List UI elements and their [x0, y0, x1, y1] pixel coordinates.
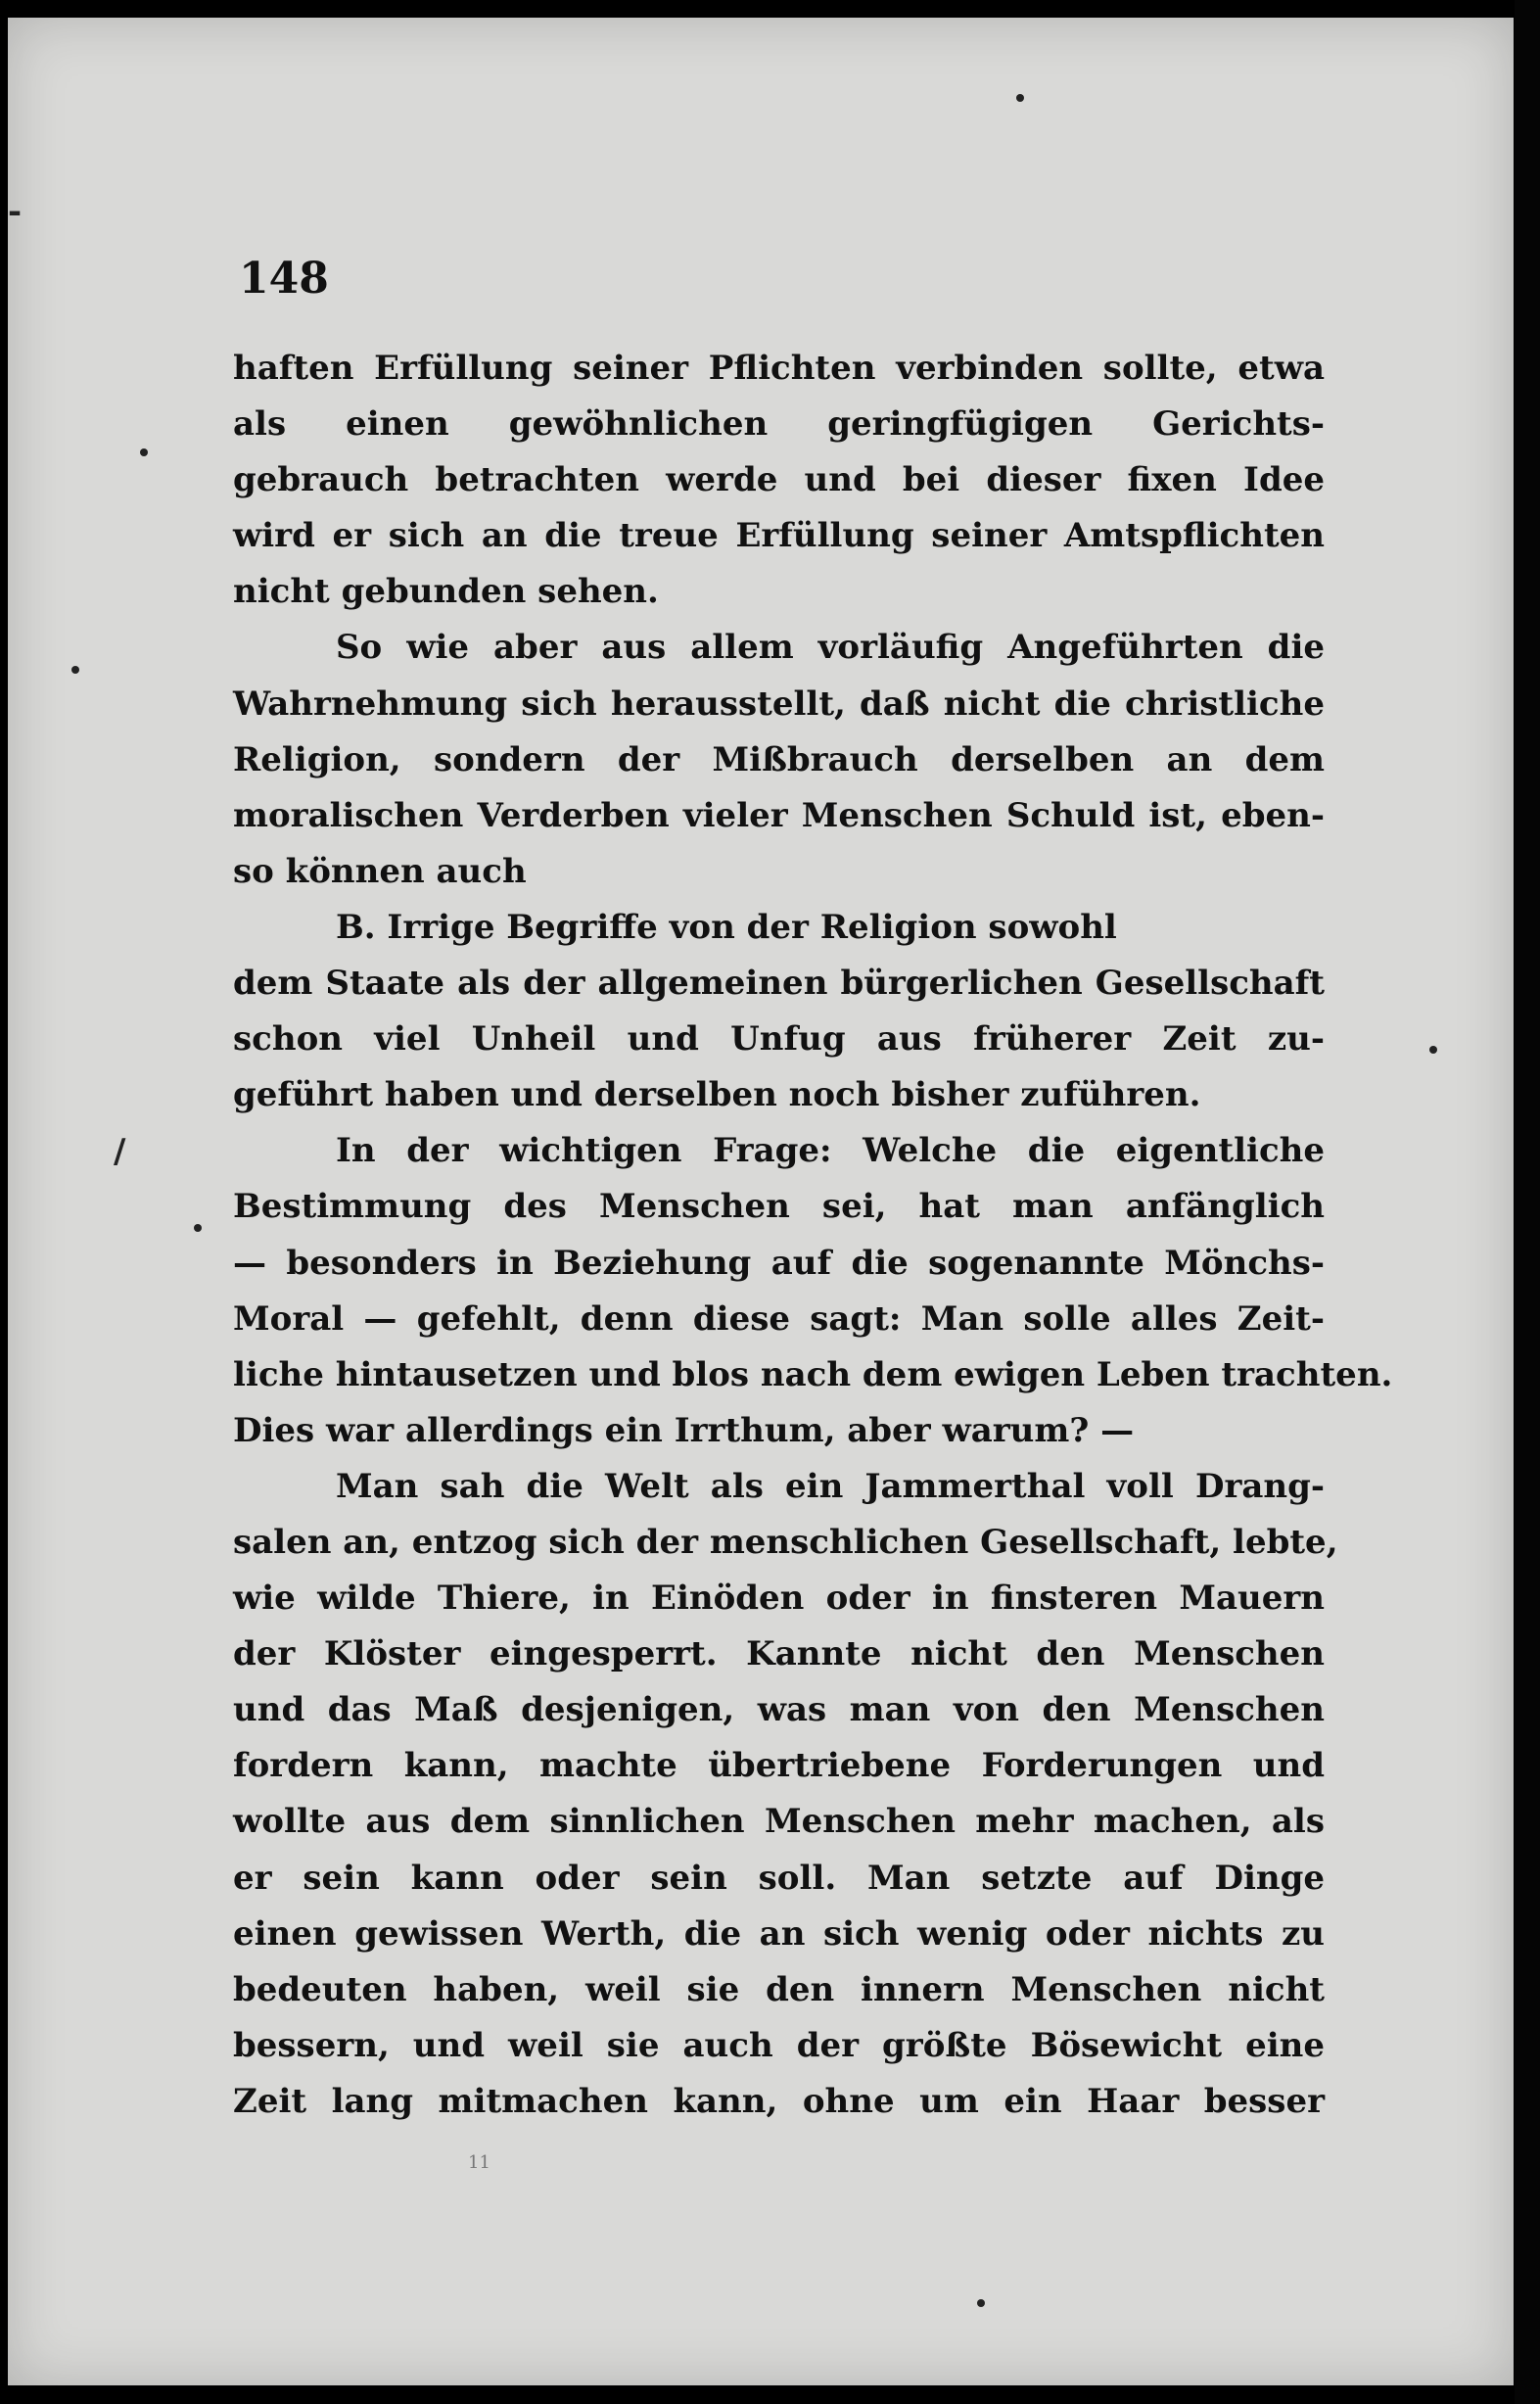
margin-stroke: - [8, 192, 23, 231]
text-line: Religion, sondern der Mißbrauch derselben an dem [233, 739, 1325, 779]
text-line: wie wilde Thiere, in Einöden oder in finsteren Mauern [233, 1579, 1325, 1619]
section-heading-line: B. Irrige Begriffe von der Religion sowohl [336, 907, 1117, 947]
text-line: Wahrnehmung sich herausstellt, daß nicht die christliche [233, 683, 1325, 724]
text-line: schon viel Unheil und Unfug aus früherer Zeit zu- [233, 1019, 1325, 1060]
text-line: liche hintausetzen und blos nach dem ewigen Leben trachten. [233, 1354, 1393, 1394]
text-line: Dies war allerdings ein Irrthum, aber warum? — [233, 1410, 1135, 1450]
text-line: gebrauch betrachten werde und bei dieser fixen Idee [233, 460, 1325, 500]
body-text [233, 341, 1393, 2130]
text-line: wird er sich an die treue Erfüllung seiner Amtspflichten [233, 516, 1325, 556]
text-line: dem Staate als der allgemeinen bürgerlichen Gesellschaft [233, 964, 1325, 1004]
text-line: bessern, und weil sie auch der größte Bösewicht eine [233, 2025, 1325, 2065]
scan-speck [194, 1224, 202, 1232]
text-line: salen an, entzog sich der menschlichen Gesellschaft, lebte, [233, 1522, 1338, 1562]
scan-speck [977, 2299, 985, 2307]
text-line: wollte aus dem sinnlichen Menschen mehr machen, als [233, 1802, 1325, 1842]
text-line: bedeuten haben, weil sie den innern Menschen nicht [233, 1969, 1325, 2009]
text-line: und das Maß desjenigen, was man von den Menschen [233, 1690, 1325, 1730]
scan-speck [1016, 94, 1024, 102]
text-line: Zeit lang mitmachen kann, ohne um ein Haar besser [233, 2081, 1325, 2121]
scan-border [1515, 0, 1540, 2404]
text-line: nicht gebunden sehen. [233, 572, 659, 612]
scan-speck [140, 448, 148, 456]
text-line: so können auch [233, 851, 527, 891]
text-line: als einen gewöhnlichen geringfügigen Gerichts- [233, 404, 1325, 445]
page-number: 148 [239, 254, 329, 304]
text-line: haften Erfüllung seiner Pflichten verbinden sollte, etwa [233, 349, 1325, 388]
text-line: Moral — gefehlt, denn diese sagt: Man solle alles Zeit- [233, 1298, 1325, 1339]
scan-speck [1429, 1046, 1437, 1054]
margin-stroke: / [114, 1132, 126, 1171]
text-line: So wie aber aus allem vorläufig Angeführten die [336, 628, 1325, 668]
text-line: moralischen Verderben vieler Menschen Schuld ist, eben- [233, 795, 1325, 835]
book-page [8, 18, 1514, 2385]
text-line: — besonders in Beziehung auf die sogenannte Mönchs- [233, 1243, 1325, 1283]
text-line: der Klöster eingesperrt. Kannte nicht den Menschen [233, 1634, 1325, 1674]
text-line: geführt haben und derselben noch bisher zuführen. [233, 1075, 1201, 1115]
text-line: Man sah die Welt als ein Jammerthal voll Drang- [336, 1466, 1325, 1506]
text-line: fordern kann, machte übertriebene Forderungen und [233, 1746, 1325, 1786]
text-line: er sein kann oder sein soll. Man setzte auf Dinge [233, 1858, 1325, 1898]
footer-mark: 11 [468, 2152, 490, 2173]
scan-speck [71, 666, 79, 674]
text-line: In der wichtigen Frage: Welche die eigentliche [336, 1131, 1325, 1171]
text-line: Bestimmung des Menschen sei, hat man anfänglich [233, 1187, 1325, 1227]
text-line: einen gewissen Werth, die an sich wenig oder nichts zu [233, 1913, 1325, 1954]
